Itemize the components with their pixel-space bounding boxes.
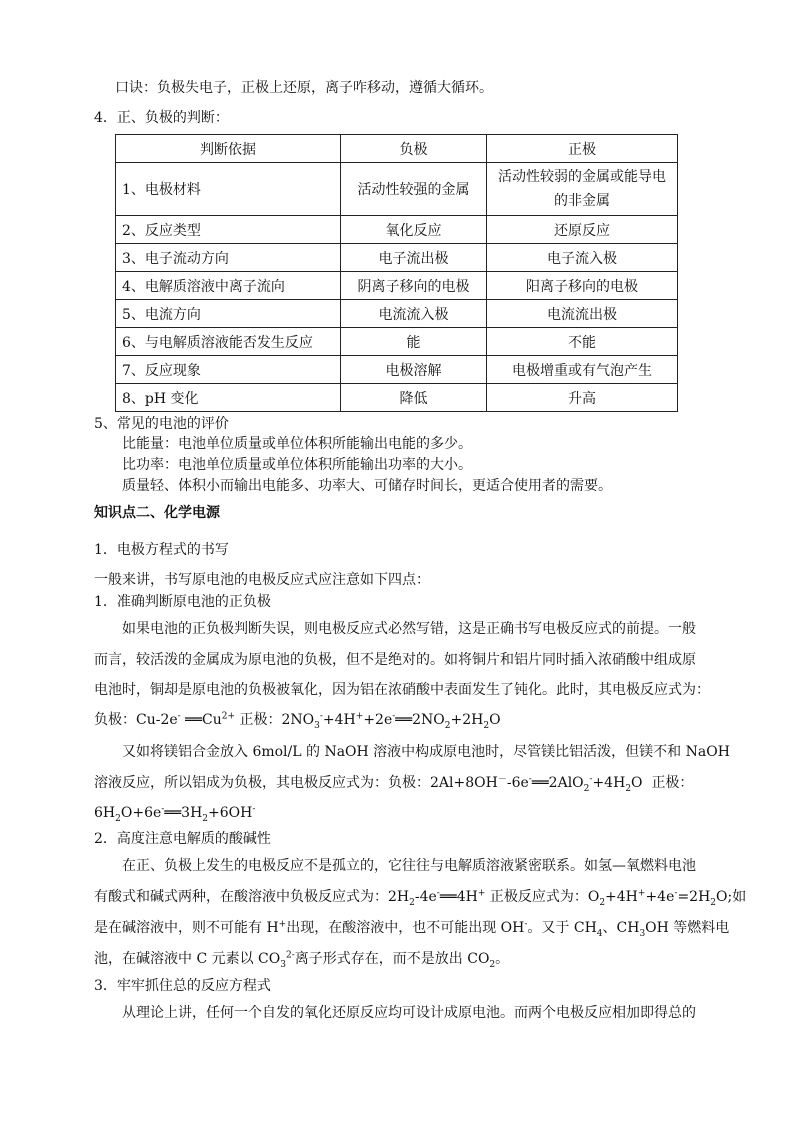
row-basis: 7、反应现象 xyxy=(116,356,341,384)
row-negative: 活动性较强的金属 xyxy=(341,163,487,216)
table-row xyxy=(116,328,678,356)
row-basis: 4、电解质溶液中离子流向 xyxy=(116,272,341,300)
row-basis: 2、反应类型 xyxy=(116,216,341,244)
equation-mg-al-positive: $6H_2O+6e^-══3H_2+6OH^-$ xyxy=(94,804,256,824)
table-row xyxy=(116,272,678,300)
row-negative: 电流流入极 xyxy=(341,300,487,328)
point-1-line2: 而言，较活泼的金属成为原电池的负极，但不是绝对的。如将铜片和铝片同时插入浓硝酸中组成原 xyxy=(94,652,696,668)
table-row xyxy=(116,244,678,272)
table-row xyxy=(116,163,678,216)
row-positive: 电子流入极 xyxy=(487,244,678,272)
header-basis: 判断依据 xyxy=(116,135,341,163)
point-1-line1: 如果电池的正负极判断失误，则电极反应式必然写错，这是正确书写电极反应式的前提。一般 xyxy=(122,621,696,637)
point-1-title: 1．准确判断原电池的正负极 xyxy=(94,594,271,610)
table-row xyxy=(116,216,678,244)
electrode-judgment-table xyxy=(115,134,678,412)
row-basis: 8、pH 变化 xyxy=(116,384,341,412)
row-positive: 不能 xyxy=(487,328,678,356)
row-basis: 5、电流方向 xyxy=(116,300,341,328)
point-2-line3: 是在碱溶液中，则不可能有 H+出现，在酸溶液中，也不可能出现 OH-。又于 $CH_4$、$CH_3OH$ 等燃料电 xyxy=(94,919,730,939)
point-3-title: 3．牢牢抓住总的反应方程式 xyxy=(94,978,271,994)
point-2-line2: 有酸式和碱式两种，在酸溶液中负极反应式为：$2H_2-4e^-══4H^+$ 正极反应式为：$O_2+4H^++4e^-=2H_2O$;如 xyxy=(94,888,747,908)
section-5-line2: 比功率：电池单位质量或单位体积所能输出功率的大小。 xyxy=(122,457,472,473)
knowledge-point-2-title: 知识点二、化学电源 xyxy=(94,505,220,521)
row-negative: 氧化反应 xyxy=(341,216,487,244)
row-negative: 电子流出极 xyxy=(341,244,487,272)
table-header-row xyxy=(116,135,678,163)
row-basis: 6、与电解质溶液能否发生反应 xyxy=(116,328,341,356)
row-positive-line2: 的非金属 xyxy=(554,193,610,209)
table-row xyxy=(116,384,678,412)
equation-copper-aluminum: 负极：Cu-2e- $══Cu^{2+}$ 正极：$2NO_3^-+4H^++2e^-══2NO_2+2H_2O$ xyxy=(94,711,501,731)
table-row xyxy=(116,356,678,384)
section-5-line3: 质量轻、体积小而输出电能多、功率大、可储存时间长，更适合使用者的需要。 xyxy=(122,478,612,494)
equation-negative-label: 负极： xyxy=(94,712,136,728)
row-negative: 阴离子移向的电极 xyxy=(341,272,487,300)
row-positive xyxy=(487,163,678,216)
row-negative: 能 xyxy=(341,328,487,356)
row-positive-line1: 活动性较弱的金属或能导电 xyxy=(498,169,666,185)
header-positive: 正极 xyxy=(487,135,678,163)
point-2-line1: 在正、负极上发生的电极反应不是孤立的，它往往与电解质溶液紧密联系。如氢—氧燃料电池 xyxy=(122,858,696,874)
row-negative: 降低 xyxy=(341,384,487,412)
section-4-title: 4．正、负极的判断： xyxy=(94,110,229,126)
header-negative: 负极 xyxy=(341,135,487,163)
table-row xyxy=(116,300,678,328)
point-1-line3: 电池时，铜却是原电池的负极被氧化，因为铝在浓硝酸中表面发生了钝化。此时，其电极反应式为： xyxy=(94,682,710,698)
point-1-line6: 溶液反应，所以铝成为负极，其电极反应式为：负极：$2Al+8OH^--6e^-══2AlO_2^-+4H_2O$ 正极： xyxy=(94,774,694,794)
row-positive: 升高 xyxy=(487,384,678,412)
point-3-line1: 从理论上讲，任何一个自发的氧化还原反应均可设计成原电池。而两个电极反应相加即得总的 xyxy=(122,1005,696,1021)
row-negative: 电极溶解 xyxy=(341,356,487,384)
point-2-title: 2．高度注意电解质的酸碱性 xyxy=(94,831,271,847)
point-1-line5: 又如将镁铝合金放入 6mol/L 的 NaOH 溶液中构成原电池时，尽管镁比铝活泼，但镁不和 NaOH xyxy=(122,744,730,760)
intro-text: 一般来讲，书写原电池的电极反应式应注意如下四点： xyxy=(94,572,430,588)
row-basis: 3、电子流动方向 xyxy=(116,244,341,272)
point-2-line4: 池，在碱溶液中 C 元素以 $CO_3^{2-}$离子形式存在，而不是放出 $CO_2$。 xyxy=(94,950,510,970)
row-positive: 还原反应 xyxy=(487,216,678,244)
row-basis: 1、电极材料 xyxy=(116,163,341,216)
subsection-1-title: 1．电极方程式的书写 xyxy=(94,542,229,558)
equation-positive-label: 正极： xyxy=(239,712,282,728)
row-positive: 电极增重或有气泡产生 xyxy=(487,356,678,384)
section-5-line1: 比能量：电池单位质量或单位体积所能输出电能的多少。 xyxy=(122,436,472,452)
row-positive: 阳离子移向的电极 xyxy=(487,272,678,300)
section-5-title: 5、常见的电池的评价 xyxy=(94,416,229,432)
mnemonic-text: 口诀：负极失电子，正极上还原，离子咋移动，遵循大循环。 xyxy=(115,80,493,96)
row-positive: 电流流出极 xyxy=(487,300,678,328)
